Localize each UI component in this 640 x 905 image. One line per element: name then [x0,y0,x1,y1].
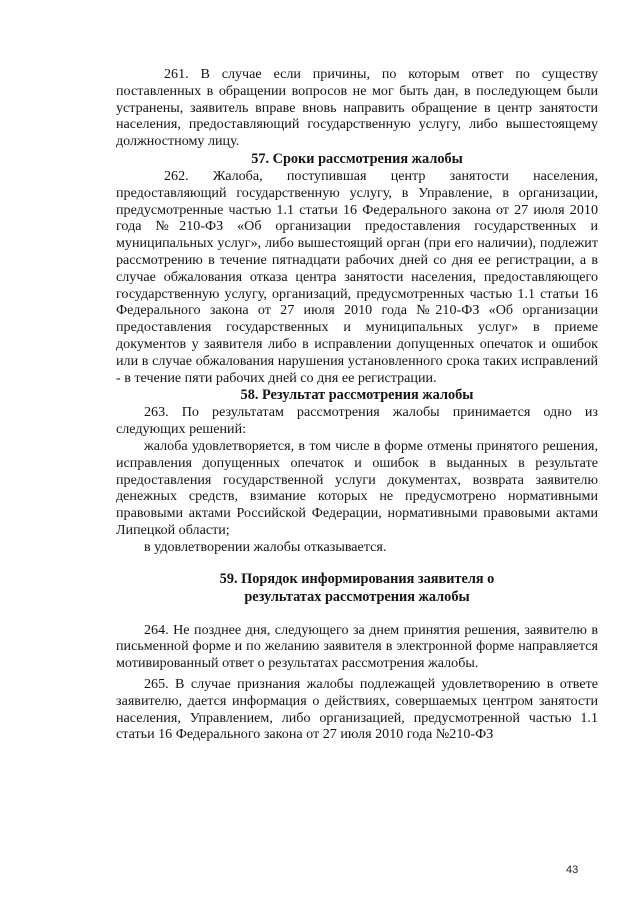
document-body [116,66,598,743]
paragraph-263: 263. По результатам рассмотрения жалобы принимается одно из следующих решений: [116,404,598,438]
paragraph-263-option-1: жалоба удовлетворяется, в том числе в форме отмены принятого решения, исправления допущенных опечаток и ошибок в выданных в результате предоставления государственной услуги документах, возврата заявителю денежных средств, взимание которых не предусмотрено нормативными правовыми актами Российской Федерации, нормативными правовыми актами Липецкой области; [116,437,598,538]
section-heading-59-line-2: результатах рассмотрения жалобы [244,588,470,605]
paragraph-262: 262. Жалоба, поступившая центр занятости населения, предоставляющий государственную услугу, в Управление, в организации, предусмотренные частью 1.1 статьи 16 Федерального закона от 27 июля 2010 года №210-ФЗ «Об организации предоставления государственных и муниципальных услуг», либо вышестоящий орган (при его наличии), подлежит рассмотрению в течение пятнадцати рабочих дней со дня ее регистрации, а в случае обжалования отказа центра занятости населения, предоставляющего государственную услугу, организаций, предусмотренных частью 1.1 статьи 16 Федерального закона от 27 июля 2010 года №210-ФЗ «Об организации предоставления государственных и муниципальных услуг» в приеме документов у заявителя либо в исправлении допущенных опечаток и ошибок или в случае обжалования нарушения установленного срока таких исправлений - в течение пяти рабочих дней со дня ее регистрации. [116,167,598,386]
paragraph-264: 264. Не позднее дня, следующего за днем принятия решения, заявителю в письменной форме и по желанию заявителя в электронной форме направляется мотивированный ответ о результатах рассмотрения жалобы. [116,621,598,672]
paragraph-261: 261. В случае если причины, по которым ответ по существу поставленных в обращении вопросов не мог быть дан, в последующем были устранены, заявитель вправе вновь направить обращение в центр занятости населения, предоставляющий государственную услугу, либо вышестоящему должностному лицу. [116,66,598,150]
paragraph-265: 265. В случае признания жалобы подлежащей удовлетворению в ответе заявителю, дается информация о действиях, совершаемых центром занятости населения, Управлением, либо организацией, предусмотренной частью 1.1 статьи 16 Федерального закона от 27 июля 2010 года №210-ФЗ [116,675,598,743]
paragraph-263-option-2: в удовлетворении жалобы отказывается. [144,538,387,555]
section-heading-59-line-1: 59. Порядок информирования заявителя о [219,570,495,587]
section-heading-59 [116,570,598,606]
page-number: 43 [566,864,579,876]
section-heading-58: 58. Результат рассмотрения жалобы [240,387,474,404]
section-heading-57: 57. Сроки рассмотрения жалобы [251,150,463,167]
